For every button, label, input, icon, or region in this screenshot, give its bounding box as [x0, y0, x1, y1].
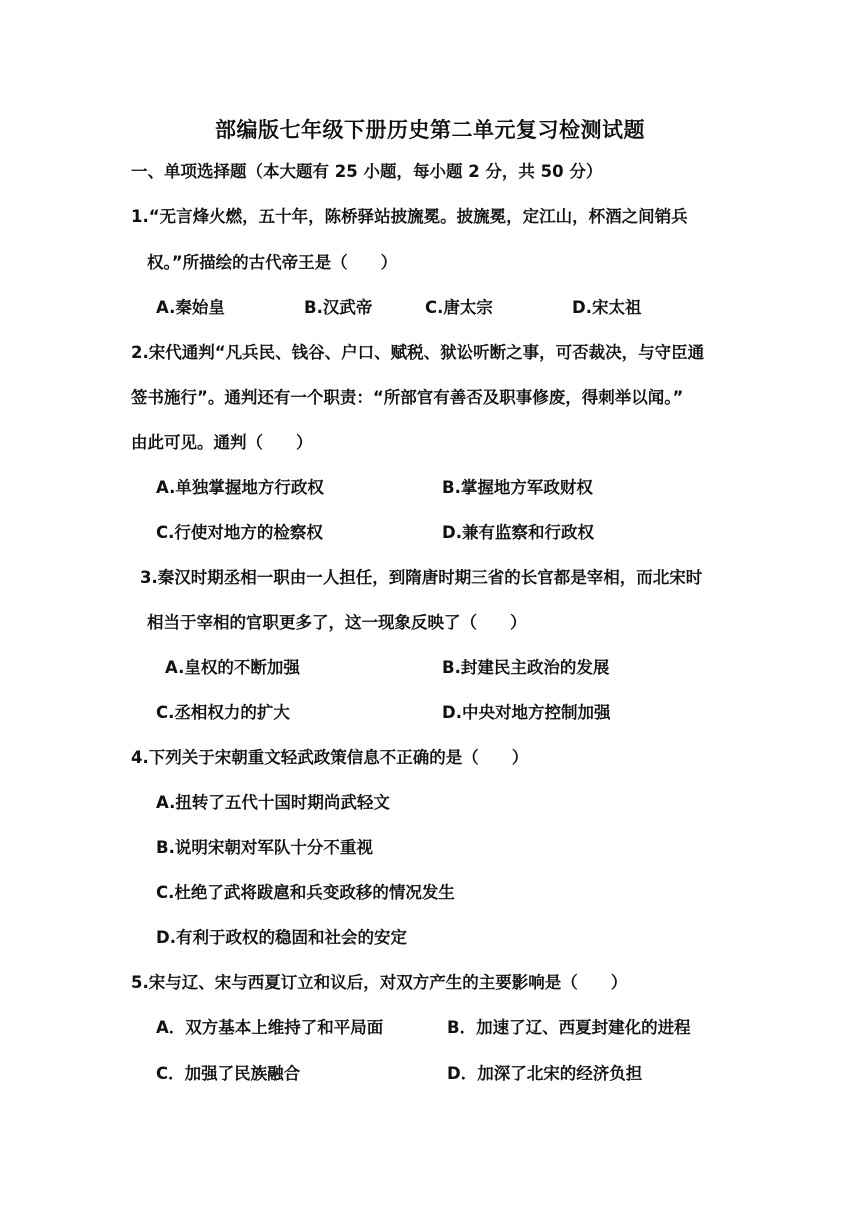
question-4-option-b: B.说明宋朝对军队十分不重视 [156, 838, 373, 857]
question-3-option-c: C.丞相权力的扩大 [156, 703, 290, 722]
question-1-option-b: B.汉武帝 [304, 298, 373, 317]
section-heading: 一、单项选择题（本大题有 25 小题，每小题 2 分，共 50 分） [131, 162, 603, 181]
question-2-option-a: A.单独掌握地方行政权 [156, 478, 324, 497]
question-3-option-d: D.中央对地方控制加强 [442, 703, 611, 722]
question-4-option-a: A.扭转了五代十国时期尚武轻文 [156, 793, 390, 812]
question-5-line-1: 5.宋与辽、宋与西夏订立和议后，对双方产生的主要影响是（ ） [131, 973, 628, 992]
question-5-option-c: C．加强了民族融合 [156, 1064, 301, 1083]
exam-title: 部编版七年级下册历史第二单元复习检测试题 [215, 118, 645, 142]
question-1-option-c: C.唐太宗 [425, 298, 493, 317]
question-1-line-1: 1.“无言烽火燃，五十年，陈桥驿站披旒冕。披旒冕，定江山，杯酒之间销兵 [131, 207, 688, 226]
question-4-option-d: D.有利于政权的稳固和社会的安定 [156, 928, 407, 947]
question-4-line-1: 4.下列关于宋朝重文轻武政策信息不正确的是（ ） [131, 748, 529, 767]
question-3-line-2: 相当于宰相的官职更多了，这一现象反映了（ ） [147, 613, 527, 632]
question-4-option-c: C.杜绝了武将跋扈和兵变政移的情况发生 [156, 883, 455, 902]
question-5-option-a: A．双方基本上维持了和平局面 [156, 1018, 384, 1037]
question-1-line-2: 权。”所描绘的古代帝王是（ ） [147, 253, 398, 272]
question-1-option-d: D.宋太祖 [572, 298, 642, 317]
question-2-line-1: 2.宋代通判“凡兵民、钱谷、户口、赋税、狱讼听断之事，可否裁决，与守臣通 [131, 343, 705, 362]
question-3-line-1: 3.秦汉时期丞相一职由一人担任，到隋唐时期三省的长官都是宰相，而北宋时 [140, 568, 703, 587]
question-2-option-b: B.掌握地方军政财权 [442, 478, 593, 497]
question-3-option-a: A.皇权的不断加强 [165, 658, 300, 677]
question-3-option-b: B.封建民主政治的发展 [442, 658, 610, 677]
question-2-line-3: 由此可见。通判（ ） [131, 433, 313, 452]
question-2-line-2: 签书施行”。通判还有一个职责：“所部官有善否及职事修废，得刺举以闻。” [131, 388, 684, 407]
question-1-option-a: A.秦始皇 [156, 298, 225, 317]
question-2-option-c: C.行使对地方的检察权 [156, 523, 323, 542]
question-5-option-d: D．加深了北宋的经济负担 [447, 1064, 643, 1083]
question-2-option-d: D.兼有监察和行政权 [442, 523, 594, 542]
question-5-option-b: B．加速了辽、西夏封建化的进程 [447, 1018, 691, 1037]
